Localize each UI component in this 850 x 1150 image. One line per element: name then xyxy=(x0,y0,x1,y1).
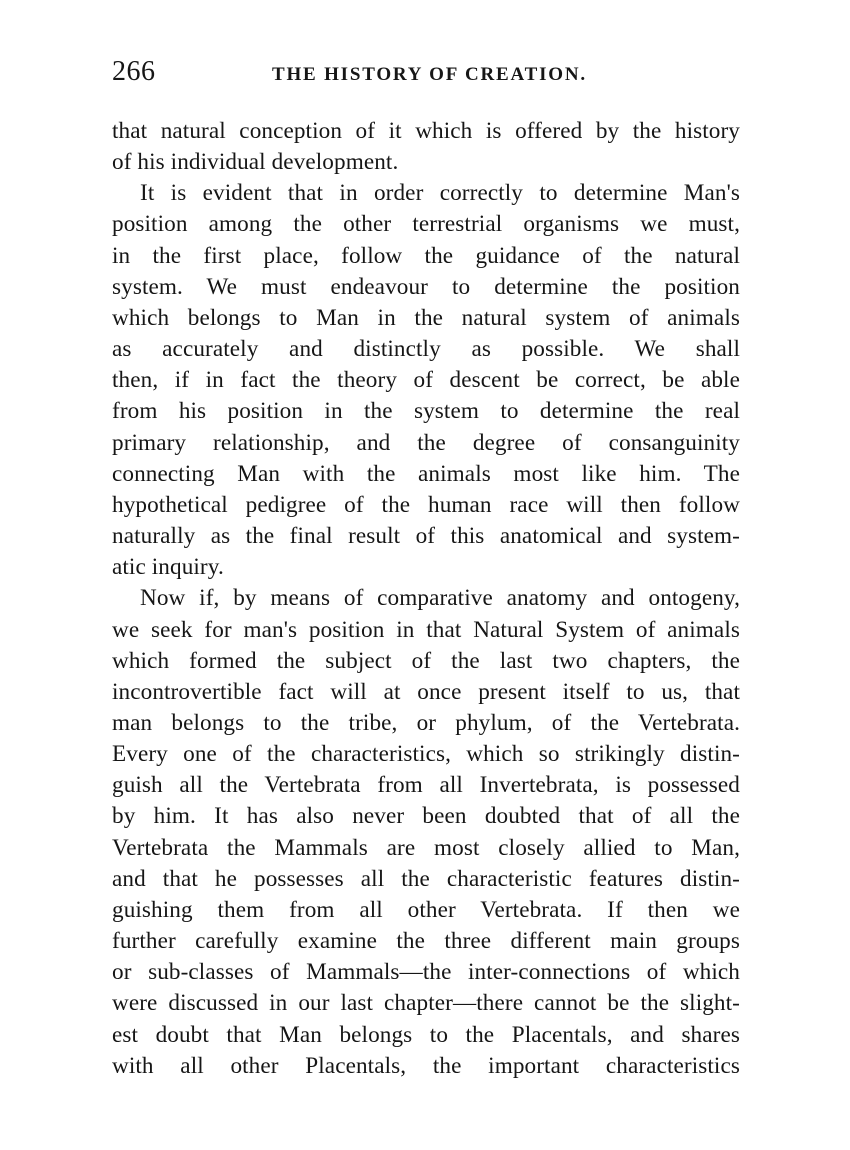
text-line: atic inquiry. xyxy=(112,554,224,581)
text-line: we seek for man's position in that Natural System of animals xyxy=(112,616,740,643)
text-line: incontrovertible fact will at once present itself to us, that xyxy=(112,678,740,705)
text-line: from his position in the system to determine the real xyxy=(112,398,740,425)
text-line: naturally as the final result of this anatomical and system- xyxy=(112,523,740,550)
text-line: hypothetical pedigree of the human race will then follow xyxy=(112,491,740,518)
text-line: which belongs to Man in the natural system of animals xyxy=(112,304,740,331)
text-line: Vertebrata the Mammals are most closely allied to Man, xyxy=(112,834,740,861)
text-line: that natural conception of it which is offered by the history xyxy=(112,118,740,144)
text-line: It is evident that in order correctly to determine Man's xyxy=(140,180,740,207)
running-title: THE HISTORY OF CREATION. xyxy=(272,64,587,85)
text-line: primary relationship, and the degree of consanguinity xyxy=(112,429,740,456)
body-text xyxy=(112,116,740,1082)
text-line: Every one of the characteristics, which so strikingly distin- xyxy=(112,741,740,768)
text-line: in the first place, follow the guidance of the natural xyxy=(112,242,740,269)
book-page xyxy=(112,56,740,1082)
text-line: or sub-classes of Mammals—the inter-connections of which xyxy=(112,959,740,986)
text-line: further carefully examine the three different main groups xyxy=(112,928,740,955)
text-line: were discussed in our last chapter—there cannot be the slight- xyxy=(112,990,740,1017)
text-line: then, if in fact the theory of descent be correct, be able xyxy=(112,367,740,394)
text-line: est doubt that Man belongs to the Placentals, and shares xyxy=(112,1021,740,1048)
running-header xyxy=(112,56,740,90)
text-line: position among the other terrestrial organisms we must, xyxy=(112,211,740,238)
text-line: which formed the subject of the last two chapters, the xyxy=(112,647,740,674)
text-line: as accurately and distinctly as possible. We shall xyxy=(112,336,740,363)
text-line: and that he possesses all the characteristic features distin- xyxy=(112,865,740,892)
page-number: 266 xyxy=(112,56,156,87)
text-line: system. We must endeavour to determine the position xyxy=(112,273,740,300)
text-line: guishing them from all other Vertebrata. If then we xyxy=(112,896,740,923)
text-line: of his individual development. xyxy=(112,149,399,176)
text-line: Now if, by means of comparative anatomy and ontogeny, xyxy=(140,585,740,612)
text-line: man belongs to the tribe, or phylum, of the Vertebrata. xyxy=(112,709,740,736)
text-line: with all other Placentals, the important characteristics xyxy=(112,1052,740,1079)
text-line: connecting Man with the animals most like him. The xyxy=(112,460,740,487)
text-line: by him. It has also never been doubted that of all the xyxy=(112,803,740,830)
text-line: guish all the Vertebrata from all Invertebrata, is possessed xyxy=(112,772,740,799)
